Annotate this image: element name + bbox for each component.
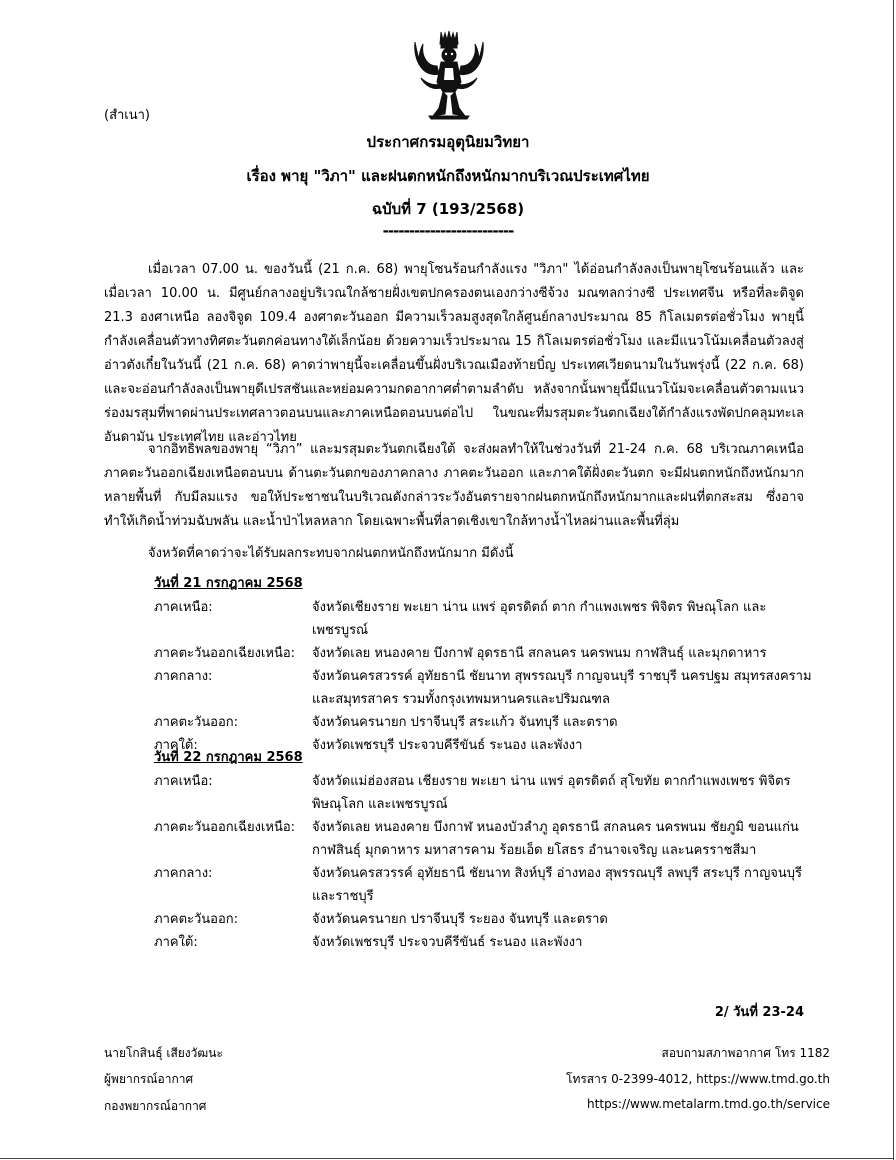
day-title: วันที่ 21 กรกฎาคม 2568 (154, 576, 303, 591)
region-provinces: จังหวัดแม่ฮ่องสอน เชียงราย พะเยา น่าน แพร่ อุตรดิตถ์ สุโขทัย ตากกำแพงเพชร พิจิตร พิษณุโลก และเพชรบูรณ์ (312, 774, 791, 812)
day-section (154, 746, 834, 954)
region-provinces: จังหวัดเพชรบุรี ประจวบคีรีขันธ์ ระนอง และพังงา (312, 935, 583, 950)
announcement-agency: ประกาศกรมอุตุนิยมวิทยา (366, 133, 530, 151)
situation-paragraph (104, 258, 804, 450)
contact-service-link[interactable]: https://www.metalarm.tmd.go.th/service (587, 1097, 830, 1111)
affected-intro: จังหวัดที่คาดว่าจะได้รับผลกระทบจากฝนตกหนักถึงหนักมาก มีดังนี้ (148, 546, 514, 561)
region-row (154, 908, 834, 931)
region-row (154, 665, 834, 711)
region-provinces: จังหวัดเลย หนองคาย บึงกาฬ อุดรธานี สกลนคร นครพนม กาฬสินธุ์ และมุกดาหาร (312, 646, 767, 661)
region-name: ภาคใต้: (154, 738, 198, 753)
impact-paragraph (104, 438, 804, 534)
next-page-marker: 2/ วันที่ 23-24 (714, 1005, 804, 1020)
region-name: ภาคใต้: (154, 935, 198, 950)
impact-text: จากอิทธิพลของพายุ “วิภา” และมรสุมตะวันตกเฉียงใต้ จะส่งผลทำให้ในช่วงวันที่ 21-24 ก.ค. 68 บริเวณภาคเหนือ ภาคตะวันออกเฉียงเหนือตอนบน ด้านตะวันตกของภาคกลาง ภาคตะวันออก และภาคใต้ฝั่งตะวันตก จะมีฝนตกหนักถึงหนักมากหลายพื้นที่ กับมีลมแรง ขอให้ประชาชนในบริเวณดังกล่าวระวังอันตรายจากฝนตกหนักถึงหนักมากและฝนที่ตกสะสม ซึ่งอาจทำให้เกิดน้ำท่วมฉับพลัน และน้ำป่าไหลหลาก โดยเฉพาะพื้นที่ลาดเชิงเขาใกล้ทางน้ำไหลผ่านและพื้นที่ลุ่ม (104, 442, 804, 529)
forecaster-name: นายโกสินธุ์ เสียงวัฒนะ (104, 1046, 223, 1060)
region-name: ภาคตะวันออกเฉียงเหนือ: (154, 820, 296, 835)
region-name: ภาคตะวันออก: (154, 912, 239, 927)
page-edge-bottom (0, 1158, 894, 1159)
region-provinces: จังหวัดเชียงราย พะเยา น่าน แพร่ อุตรดิตถ์ ตาก กำแพงเพชร พิจิตร พิษณุโลก และเพชรบูรณ์ (312, 600, 767, 638)
contact-phone: สอบถามสภาพอากาศ โทร 1182 (661, 1046, 830, 1060)
day-section (154, 572, 834, 757)
region-provinces: จังหวัดนครนายก ปราจีนบุรี ระยอง จันทบุรี และตราด (312, 912, 608, 927)
announcement-subject: เรื่อง พายุ "วิภา" และฝนตกหนักถึงหนักมากบริเวณประเทศไทย (246, 167, 650, 185)
region-provinces: จังหวัดนครนายก ปราจีนบุรี สระแก้ว จันทบุรี และตราด (312, 715, 618, 730)
region-name: ภาคตะวันออกเฉียงเหนือ: (154, 646, 296, 661)
region-row (154, 931, 834, 954)
region-row (154, 770, 834, 816)
day-title: วันที่ 22 กรกฎาคม 2568 (154, 750, 303, 765)
title-rule: ------------------------- (382, 222, 514, 240)
copy-label: (สำเนา) (104, 108, 151, 123)
region-row (154, 862, 834, 908)
region-provinces: จังหวัดเลย หนองคาย บึงกาฬ หนองบัวลำภู อุดรธานี สกลนคร นครพนม ชัยภูมิ ขอนแก่น กาฬสินธุ์ มุกดาหาร มหาสารคาม ร้อยเอ็ด ยโสธร อำนาจเจริญ และนครราชสีมา (312, 820, 799, 858)
region-provinces: จังหวัดเพชรบุรี ประจวบคีรีขันธ์ ระนอง และพังงา (312, 738, 583, 753)
region-provinces: จังหวัดนครสวรรค์ อุทัยธานี ชัยนาท สุพรรณบุรี กาญจนบุรี ราชบุรี นครปฐม สมุทรสงคราม และสมุทรสาคร รวมทั้งกรุงเทพมหานครและปริมณฑล (312, 669, 812, 707)
region-name: ภาคตะวันออก: (154, 715, 239, 730)
region-name: ภาคเหนือ: (154, 774, 213, 789)
garuda-emblem-icon (405, 30, 493, 120)
region-row (154, 711, 834, 734)
region-row (154, 816, 834, 862)
region-name: ภาคกลาง: (154, 669, 213, 684)
contact-fax-website: โทรสาร 0-2399-4012, https://www.tmd.go.th (566, 1072, 830, 1086)
forecaster-position: ผู้พยากรณ์อากาศ (104, 1072, 194, 1086)
situation-text: เมื่อเวลา 07.00 น. ของวันนี้ (21 ก.ค. 68) พายุโซนร้อนกำลังแรง "วิภา" ได้อ่อนกำลังลงเป็นพายุโซนร้อนแล้ว และเมื่อเวลา 10.00 น. มีศูนย์กลางอยู่บริเวณใกล้ชายฝั่งเขตปกครองตนเองกว่างซีจ้วง มณฑลกว่างซี ประเทศจีน หรือที่ละติจูด 21.3 องศาเหนือ ลองจิจูด 109.4 องศาตะวันออก มีความเร็วลมสูงสุดใกล้ศูนย์กลางประมาณ 85 กิโลเมตรต่อชั่วโมง พายุนี้กำลังเคลื่อนตัวทางทิศตะวันตกค่อนทางใต้เล็กน้อย ด้วยความเร็วประมาณ 15 กิโลเมตรต่อชั่วโมง และมีแนวโน้มเคลื่อนตัวลงสู่อ่าวตังเกี๋ยในวันนี้ (21 ก.ค. 68) คาดว่าพายุนี้จะเคลื่อนขึ้นฝั่งบริเวณเมืองท้ายบิ๋ญ ประเทศเวียดนามในวันพรุ่งนี้ (22 ก.ค. 68) และจะอ่อนกำลังลงเป็นพายุดีเปรสชันและหย่อมความกดอากาศต่ำตามลำดับ หลังจากนั้นพายุนี้มีแนวโน้มจะเคลื่อนตัวตามแนวร่องมรสุมที่พาดผ่านประเทศลาวตอนบนและภาคเหนือตอนบนต่อไป ในขณะที่มรสุมตะวันตกเฉียงใต้กำลังแรงพัดปกคลุมทะเลอันดามัน ประเทศไทย และอ่าวไทย (104, 262, 804, 445)
region-name: ภาคกลาง: (154, 866, 213, 881)
region-row (154, 642, 834, 665)
region-name: ภาคเหนือ: (154, 600, 213, 615)
region-provinces: จังหวัดนครสวรรค์ อุทัยธานี ชัยนาท สิงห์บุรี อ่างทอง สุพรรณบุรี ลพบุรี สระบุรี กาญจนบุรี และราชบุรี (312, 866, 803, 904)
forecast-division: กองพยากรณ์อากาศ (104, 1099, 207, 1113)
announcement-issue: ฉบับที่ 7 (193/2568) (371, 200, 525, 218)
region-row (154, 596, 834, 642)
